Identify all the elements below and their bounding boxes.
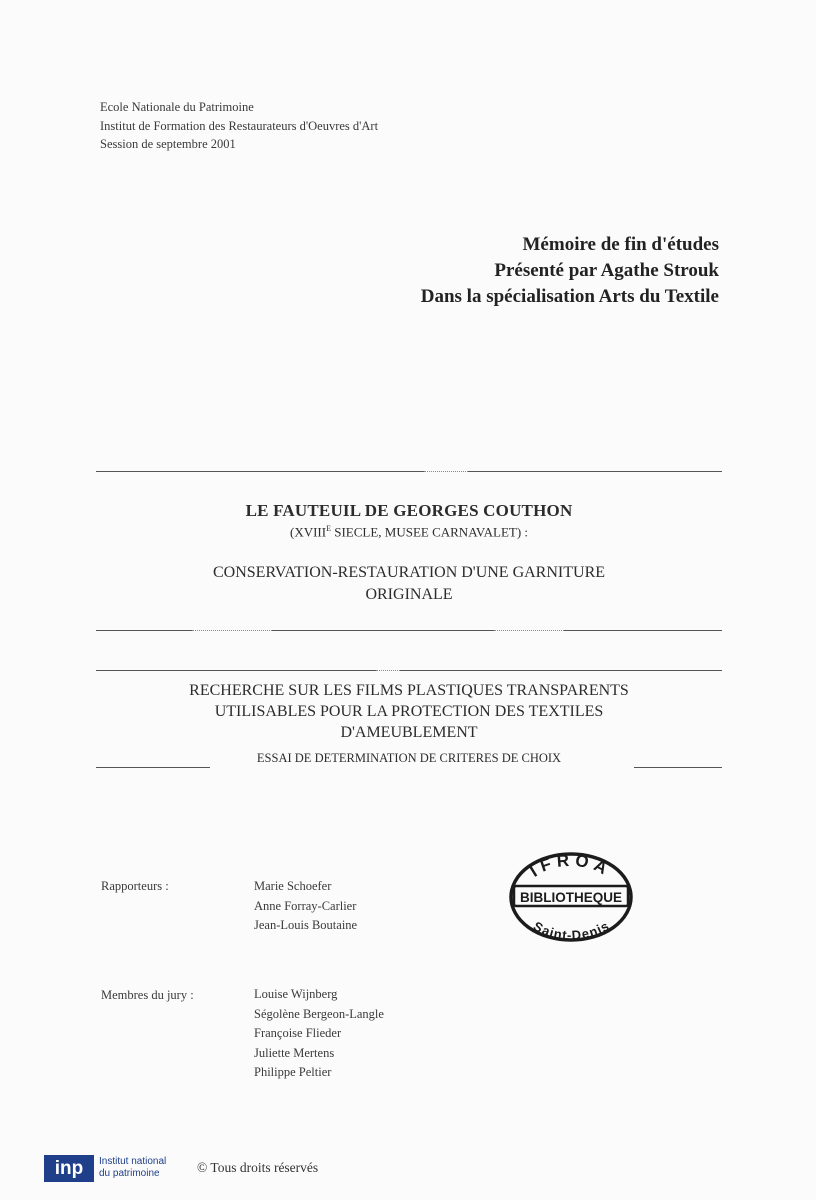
divider — [96, 471, 424, 472]
jury-label: Membres du jury : — [101, 988, 194, 1002]
institute-logo-text — [99, 1156, 166, 1180]
rapporteur-name: Jean-Louis Boutaine — [254, 918, 358, 932]
part-1-line-1: CONSERVATION-RESTAURATION D'UNE GARNITURE — [212, 564, 606, 581]
divider — [96, 630, 192, 631]
jury-member-name: Philippe Peltier — [254, 1065, 332, 1079]
jury-list — [254, 985, 384, 1083]
jury-member-name: Juliette Mertens — [254, 1045, 335, 1060]
rapporteur-name: Marie Schoefer — [254, 879, 332, 893]
svg-text:Saint-Denis — [531, 918, 612, 942]
school-name: Ecole Nationale du Patrimoine — [100, 100, 254, 114]
divider — [400, 670, 722, 671]
subtitle-rest: SIECLE, MUSEE CARNAVALET) : — [330, 524, 529, 540]
divider — [494, 630, 564, 631]
stamp-top-text: IFROA — [526, 852, 615, 881]
institute-line-2: du patrimoine — [99, 1168, 160, 1179]
memoire-line-2: Présenté par Agathe Strouk — [494, 260, 719, 281]
century-superscript: E — [326, 524, 331, 533]
divider — [564, 630, 722, 631]
divider — [634, 767, 722, 768]
thesis-part-1 — [96, 562, 722, 606]
rapporteurs-list — [254, 877, 357, 936]
institute-line-1: Institut national — [99, 1156, 167, 1167]
divider — [272, 630, 494, 631]
part-2-line-3: D'AMEUBLEMENT — [340, 724, 478, 741]
divider — [424, 471, 468, 472]
jury-member-name: Louise Wijnberg — [254, 987, 338, 1001]
school-header — [100, 98, 378, 154]
divider — [96, 670, 376, 671]
part-2-line-2: UTILISABLES POUR LA PROTECTION DES TEXTILES — [214, 703, 604, 720]
century: XVIII — [294, 524, 327, 540]
memoire-line-3: Dans la spécialisation Arts du Textile — [420, 286, 719, 307]
divider — [96, 767, 210, 768]
thesis-subtitle: ($XVIII^E$ SIECLE, MUSEE CARNAVALET) : — [289, 524, 529, 540]
rapporteur-name: Anne Forray-Carlier — [254, 898, 357, 913]
memoire-line-1: Mémoire de fin d'études — [522, 234, 719, 255]
jury-member-name: Françoise Flieder — [254, 1026, 342, 1040]
inp-logo: inp — [44, 1155, 94, 1182]
stamp-graphic — [506, 852, 636, 942]
stamp-middle-text: BIBLIOTHEQUE — [519, 890, 623, 905]
copyright-notice: © Tous droits réservés — [197, 1160, 319, 1175]
library-stamp — [506, 852, 636, 942]
institute-name: Institut de Formation des Restaurateurs d'Oeuvres d'Art — [100, 118, 379, 133]
divider — [192, 630, 272, 631]
divider — [468, 471, 722, 472]
part-1-line-2: ORIGINALE — [365, 586, 453, 603]
thesis-title: LE FAUTEUIL DE GEORGES COUTHON — [245, 501, 573, 520]
part-2-line-1: RECHERCHE SUR LES FILMS PLASTIQUES TRANSPARENTS — [189, 682, 629, 699]
part-2-subtitle: ESSAI DE DETERMINATION DE CRITERES DE CHOIX — [256, 751, 562, 765]
jury-member-name: Ségolène Bergeon-Langle — [254, 1006, 384, 1021]
thesis-part-2 — [96, 680, 722, 743]
rapporteurs-label: Rapporteurs : — [101, 879, 169, 893]
svg-text:IFROA — [526, 852, 615, 881]
memoire-block — [421, 232, 719, 310]
divider — [376, 670, 400, 671]
session-date: Session de septembre 2001 — [100, 137, 236, 151]
stamp-bottom-text: Saint-Denis — [530, 918, 612, 942]
